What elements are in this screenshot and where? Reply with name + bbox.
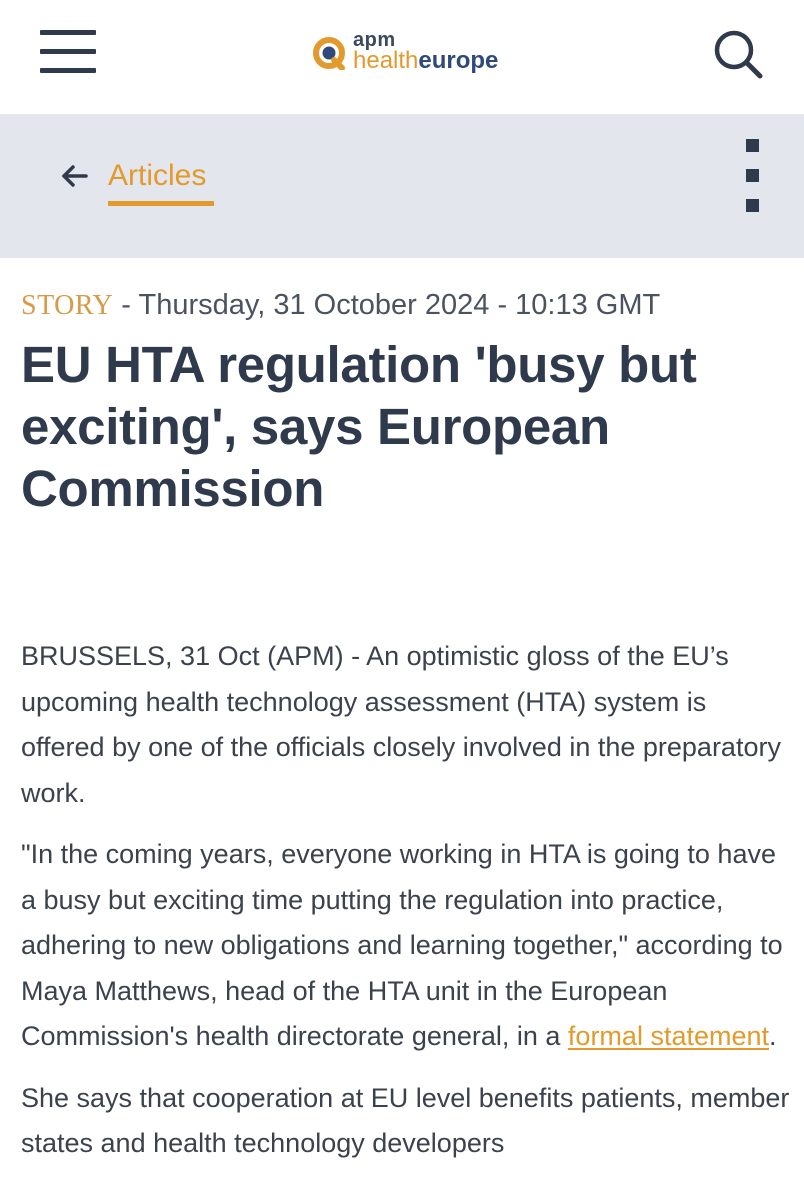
logo-europe-text: europe (418, 47, 499, 74)
logo-apm-text: apm (353, 29, 396, 51)
menu-bar (40, 49, 96, 54)
hamburger-menu-icon[interactable] (40, 30, 96, 76)
article-paragraph: She says that cooperation at EU level benefits patients, member states and health technology developers (21, 1082, 790, 1158)
article-headline: EU HTA regulation 'busy but exciting', says European Commission (21, 336, 697, 517)
kebab-menu-icon[interactable] (740, 135, 766, 219)
top-header (0, 0, 804, 115)
article-meta (21, 286, 791, 329)
menu-bar (40, 30, 96, 35)
apm-health-europe-logo[interactable] (312, 28, 512, 78)
logo-subtitle (353, 48, 498, 74)
paragraph-text: "In the coming years, everyone working in HTA is going to have a busy but exciting time putting the regulation into practice, adhering to new obligations and learning together," according to Maya Matthews, head of the HTA unit in the European Commission's health directorate general, in a (21, 839, 783, 1051)
kebab-dot (746, 139, 759, 152)
logo-health-text: health (353, 47, 419, 74)
article-date: - Thursday, 31 October 2024 - 10:13 GMT (113, 289, 661, 321)
apm-logo-icon (312, 36, 346, 70)
active-section-underline (108, 201, 214, 206)
search-button[interactable] (712, 28, 764, 80)
article-paragraph: BRUSSELS, 31 Oct (APM) - An optimistic gloss of the EU’s upcoming health technology assessment (HTA) system is offered by one of the officials closely involved in the preparatory work. (21, 641, 781, 808)
formal-statement-link[interactable]: formal statement (567, 1021, 769, 1051)
article-paragraph (21, 832, 791, 1060)
paragraph-text-end: . (769, 1021, 777, 1051)
articles-section-link[interactable]: Articles (108, 159, 207, 192)
search-icon (712, 28, 764, 80)
kebab-dot (746, 169, 759, 182)
article-kind-label: STORY (21, 290, 114, 321)
arrow-left-icon (60, 164, 90, 188)
article-body (21, 634, 791, 1183)
back-button[interactable] (60, 164, 90, 188)
menu-bar (40, 68, 96, 73)
kebab-dot (746, 199, 759, 212)
